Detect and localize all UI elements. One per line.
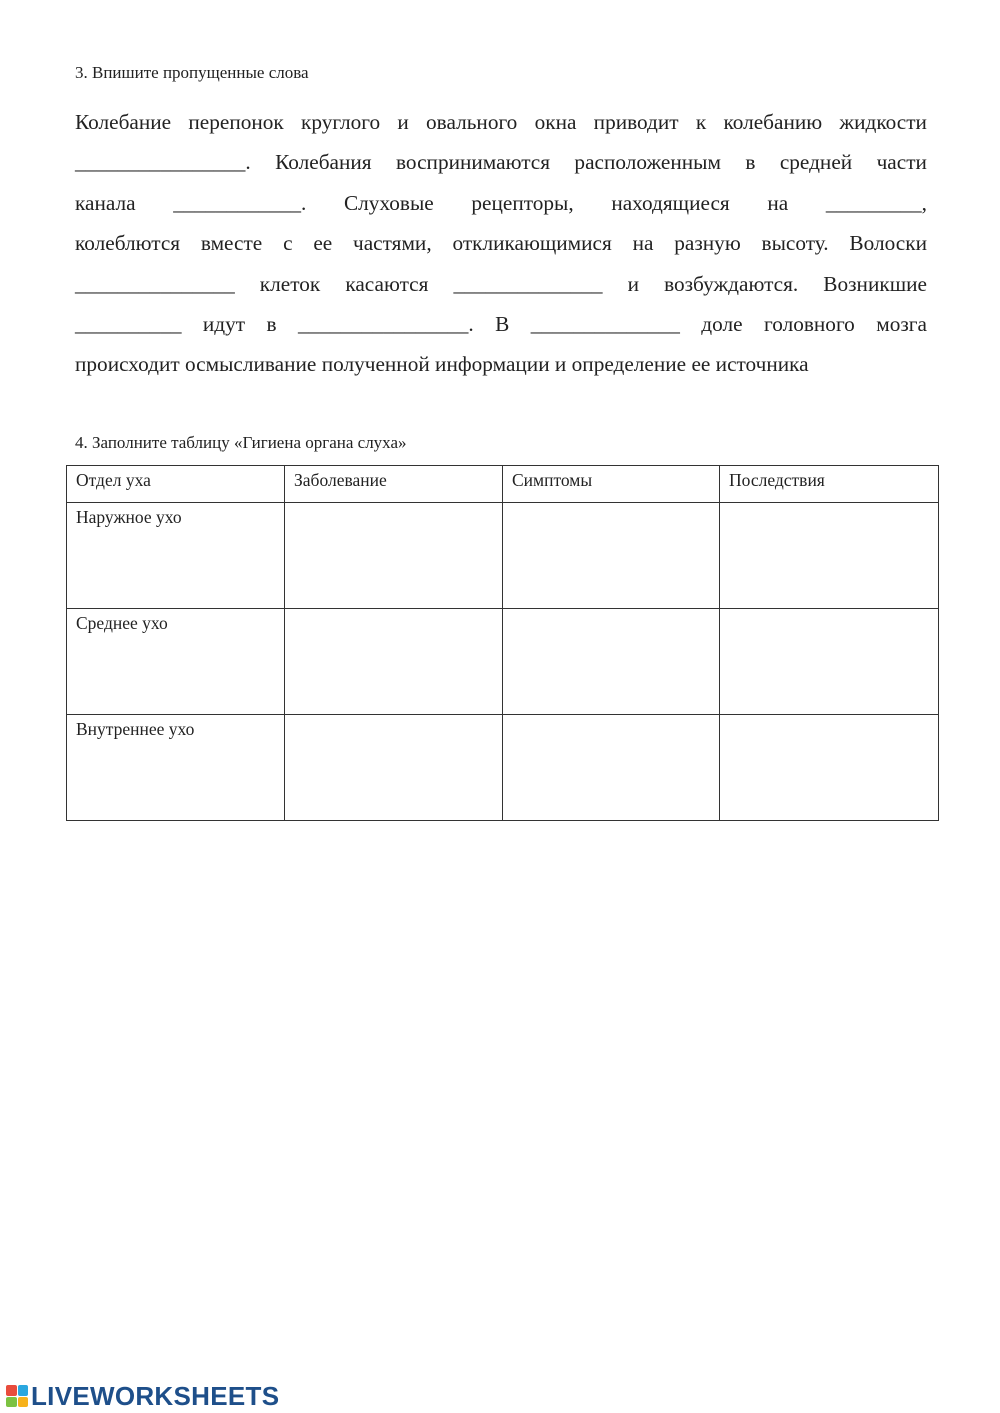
word: доле: [701, 311, 743, 336]
task3-heading: 3. Впишите пропущенные слова: [75, 63, 309, 82]
paragraph-line: [75, 223, 927, 263]
paragraph-line: [75, 102, 927, 142]
last-line-text: происходит осмысливание полученной информации и определение ее источника: [75, 352, 809, 377]
word: расположенным: [574, 150, 721, 175]
word: воспринимаются: [396, 150, 551, 175]
paragraph-line: [75, 304, 927, 344]
word: мозга: [876, 311, 927, 336]
word: на: [767, 190, 789, 215]
word: Волоски: [849, 231, 927, 256]
word: рецепторы,: [471, 190, 574, 215]
answer-cell[interactable]: [285, 715, 503, 821]
hygiene-table: [66, 465, 939, 821]
table-row: [67, 609, 939, 715]
word: головного: [764, 311, 855, 336]
blank-5[interactable]: ______________: [453, 271, 603, 296]
table-header-row: [67, 466, 939, 503]
answer-cell[interactable]: [285, 609, 503, 715]
row-label: Внутреннее ухо: [67, 715, 285, 821]
word: Колебания: [275, 150, 372, 175]
word: Колебание: [75, 110, 172, 134]
word: с: [283, 231, 293, 256]
blank-7[interactable]: ________________.: [298, 311, 474, 336]
word: касаются: [345, 271, 429, 296]
logo-blocks-icon: [6, 1385, 28, 1407]
word: овального: [426, 110, 518, 134]
blank-2[interactable]: ____________.: [173, 190, 307, 215]
blank-8[interactable]: ______________: [530, 311, 680, 336]
word: идут: [202, 311, 246, 336]
answer-cell[interactable]: [720, 609, 939, 715]
logo-block: [6, 1397, 17, 1408]
word: части: [876, 150, 927, 175]
word: в: [745, 150, 756, 175]
column-header-consequences: Последствия: [720, 466, 939, 503]
blank-4[interactable]: _______________: [75, 271, 235, 296]
word: и: [627, 271, 640, 296]
column-header-symptoms: Симптомы: [503, 466, 720, 503]
word: колеблются: [75, 231, 181, 256]
word: находящиеся: [611, 190, 730, 215]
paragraph-line: [75, 344, 927, 384]
table-row: [67, 715, 939, 821]
word: круглого: [301, 110, 381, 134]
word: Возникшие: [823, 271, 927, 296]
word: перепонок: [188, 110, 284, 134]
paragraph-line: [75, 142, 927, 182]
word: окна: [534, 110, 577, 134]
answer-cell[interactable]: [285, 503, 503, 609]
word: откликающимися: [452, 231, 612, 256]
blank-1[interactable]: ________________.: [75, 150, 251, 175]
word: высоту.: [761, 231, 829, 256]
word: клеток: [259, 271, 321, 296]
word: ее: [313, 231, 333, 256]
logo-block: [6, 1385, 17, 1396]
word: В: [495, 311, 510, 336]
answer-cell[interactable]: [720, 715, 939, 821]
word: приводит: [593, 110, 679, 134]
word: колебанию: [723, 110, 823, 134]
word: в: [266, 311, 277, 336]
logo-text: LIVEWORKSHEETS: [31, 1381, 280, 1411]
word: Слуховые: [343, 190, 434, 215]
word: и: [397, 110, 409, 134]
liveworksheets-logo[interactable]: [6, 1381, 279, 1411]
word: разную: [674, 231, 741, 256]
word: средней: [779, 150, 853, 175]
paragraph-line: [75, 264, 927, 304]
task4-heading: 4. Заполните таблицу «Гигиена органа слуха»: [75, 433, 407, 452]
column-header-ear-section: Отдел уха: [67, 466, 285, 503]
word: возбуждаются.: [664, 271, 799, 296]
word: жидкости: [839, 110, 927, 134]
answer-cell[interactable]: [720, 503, 939, 609]
answer-cell[interactable]: [503, 503, 720, 609]
answer-cell[interactable]: [503, 715, 720, 821]
logo-block: [18, 1397, 29, 1408]
blank-3[interactable]: _________,: [825, 190, 927, 215]
task3-paragraph: [75, 102, 927, 385]
row-label: Среднее ухо: [67, 609, 285, 715]
answer-cell[interactable]: [503, 609, 720, 715]
column-header-disease: Заболевание: [285, 466, 503, 503]
paragraph-line: [75, 183, 927, 223]
word: канала: [75, 190, 136, 215]
logo-block: [18, 1385, 29, 1396]
word: частями,: [353, 231, 432, 256]
word: на: [632, 231, 654, 256]
blank-6[interactable]: __________: [75, 311, 182, 336]
word: вместе: [200, 231, 263, 256]
row-label: Наружное ухо: [67, 503, 285, 609]
word: к: [695, 110, 707, 134]
table-row: [67, 503, 939, 609]
